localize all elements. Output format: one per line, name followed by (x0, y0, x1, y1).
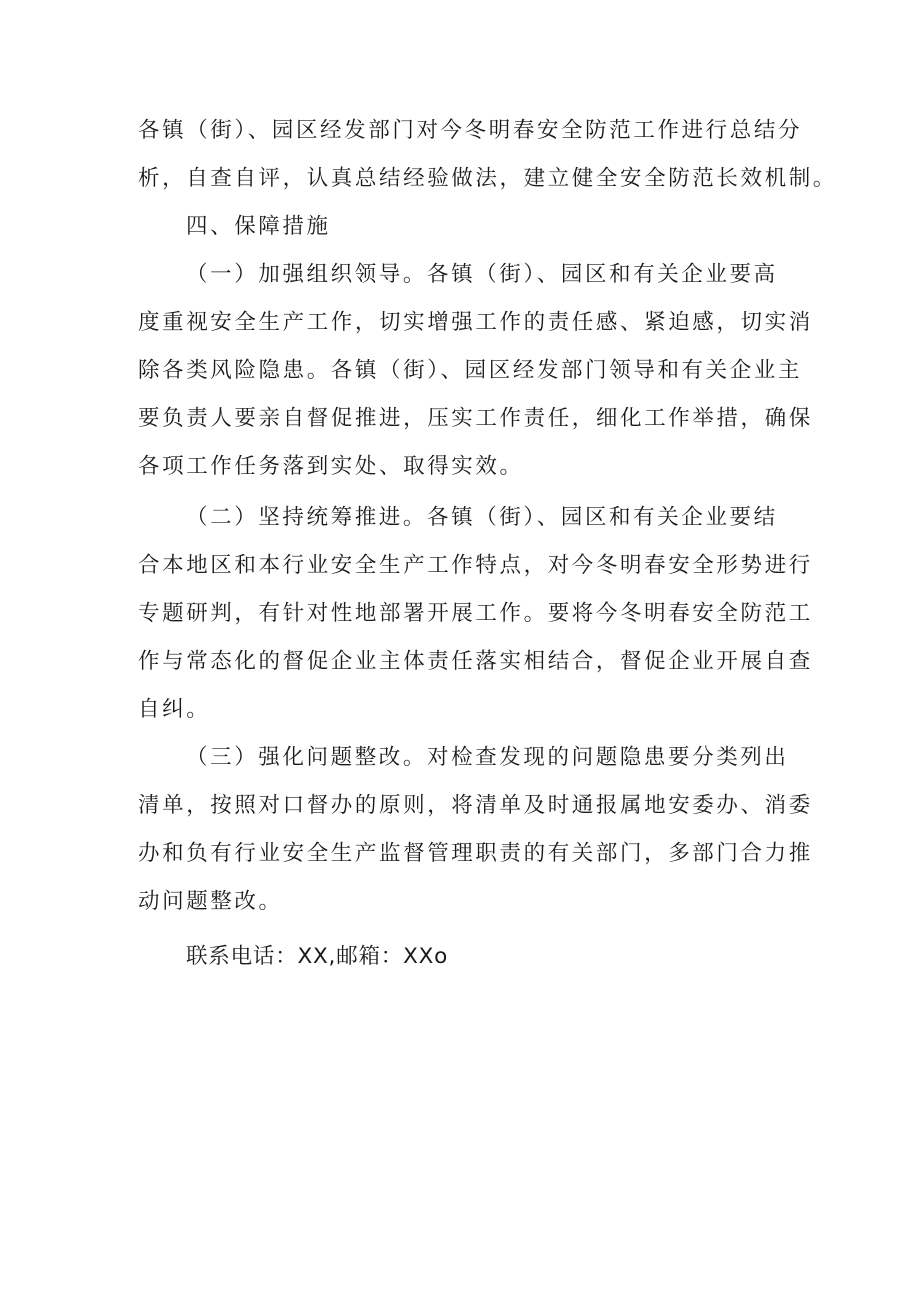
text-line: 办和负有行业安全生产监督管理职责的有关部门，多部门合力推 (138, 841, 813, 866)
text-line: 各镇（街）、园区经发部门对今冬明春安全防范工作进行总结分 (138, 118, 803, 143)
text-line: 析，自查自评，认真总结经验做法，建立健全安全防范长效机制。 (138, 166, 837, 191)
text-line: 合本地区和本行业安全生产工作特点，对今冬明春安全形势进行 (138, 553, 813, 578)
text-line: 要负责人要亲自督促推进，压实工作责任，细化工作举措，确保 (138, 406, 813, 431)
text-line: （三）强化问题整改。对检查发现的问题隐患要分类列出 (186, 745, 789, 770)
text-line: 清单，按照对口督办的原则，将清单及时通报属地安委办、消委 (138, 793, 813, 818)
text-line: 各项工作任务落到实处、取得实效。 (138, 454, 524, 479)
text-line: （一）加强组织领导。各镇（街）、园区和有关企业要高 (186, 262, 778, 287)
text-line: （二）坚持统筹推进。各镇（街）、园区和有关企业要结 (186, 505, 778, 530)
text-line: 动问题整改。 (138, 889, 283, 914)
text-line: 除各类风险隐患。各镇（街）、园区经发部门领导和有关企业主 (138, 358, 803, 383)
text-line: 专题研判，有针对性地部署开展工作。要将今冬明春安全防范工 (138, 601, 813, 626)
section-heading: 四、保障措施 (186, 214, 331, 239)
text-line: 自纠。 (138, 697, 211, 722)
text-line: 度重视安全生产工作，切实增强工作的责任感、紧迫感，切实消 (138, 310, 813, 335)
contact-info: 联系电话：XX,邮箱：XXo (186, 944, 449, 969)
text-line: 作与常态化的督促企业主体责任落实相结合，督促企业开展自查 (138, 649, 813, 674)
